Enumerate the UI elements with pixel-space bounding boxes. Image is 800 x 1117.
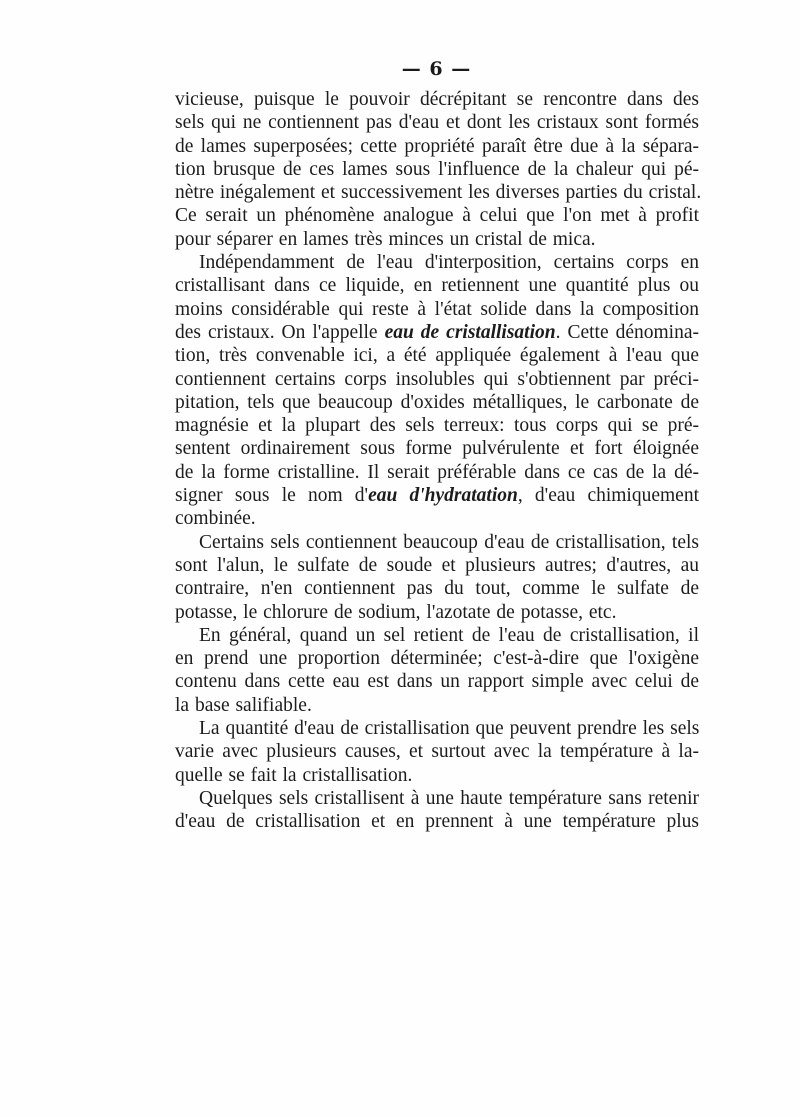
text-line: sont l'alun, le sulfate de soude et plusieurs autres; d'autres, au: [175, 554, 699, 576]
text-line: contraire, n'en contiennent pas du tout, comme le sulfate de: [175, 578, 699, 600]
italic-term: eau de cristallisation: [384, 321, 556, 343]
italic-term: eau d'hydratation: [368, 485, 518, 507]
text-line: Ce serait un phénomène analogue à celui que l'on met à profit: [175, 205, 699, 227]
text-line: Certains sels contiennent beaucoup d'eau de cristallisation, tels: [199, 531, 699, 553]
text-line: En général, quand un sel retient de l'eau de cristallisation, il: [199, 624, 699, 646]
text-line: cristallisant dans ce liquide, en retiennent une quantité plus ou: [175, 275, 699, 297]
text-line: Quelques sels cristallisent à une haute température sans retenir: [199, 787, 699, 809]
text-line: nètre inégalement et successivement les diverses parties du cristal.: [175, 182, 702, 204]
text-line: signer sous le nom d'eau d'hydratation, d'eau chimiquement: [175, 485, 699, 507]
text-line: tion, très convenable ici, a été appliquée également à l'eau que: [175, 345, 699, 367]
page-number: — 6 —: [401, 58, 472, 80]
text-line: varie avec plusieurs causes, et surtout avec la température à la-: [175, 741, 699, 763]
text-line: quelle se fait la cristallisation.: [175, 764, 413, 786]
text-line: d'eau de cristallisation et en prennent à une température plus: [175, 811, 699, 833]
text-line: potasse, le chlorure de sodium, l'azotate de potasse, etc.: [175, 601, 617, 623]
text-line: de la forme cristalline. Il serait préférable dans ce cas de la dé-: [175, 461, 699, 483]
text-line: de lames superposées; cette propriété paraît être due à la sépara-: [175, 135, 699, 157]
text-line: vicieuse, puisque le pouvoir décrépitant se rencontre dans des: [175, 89, 699, 110]
text-line: sentent ordinairement sous forme pulvérulente et fort éloignée: [175, 438, 699, 460]
text-line: magnésie et la plupart des sels terreux: tous corps qui se pré-: [175, 415, 699, 437]
text-line: combinée.: [175, 508, 256, 530]
body-text: [175, 88, 702, 834]
text-line: tion brusque de ces lames sous l'influence de la chaleur qui pé-: [175, 158, 699, 180]
text-line: pitation, tels que beaucoup d'oxides métalliques, le carbonate de: [175, 391, 699, 413]
text-line: moins considérable qui reste à l'état solide dans la composition: [175, 298, 699, 320]
text-line: sels qui ne contiennent pas d'eau et dont les cristaux sont formés: [175, 112, 699, 134]
text-line: contiennent certains corps insolubles qui s'obtiennent par préci-: [175, 368, 699, 390]
text-line: des cristaux. On l'appelle eau de cristallisation. Cette dénomina-: [175, 321, 699, 343]
text-line: la base salifiable.: [175, 694, 312, 716]
text-line: contenu dans cette eau est dans un rapport simple avec celui de: [175, 671, 699, 693]
text-line: pour séparer en lames très minces un cristal de mica.: [175, 228, 596, 250]
text-line: La quantité d'eau de cristallisation que peuvent prendre les sels: [199, 718, 700, 740]
text-line: Indépendamment de l'eau d'interposition, certains corps en: [199, 252, 699, 274]
text-line: en prend une proportion déterminée; c'est-à-dire que l'oxigène: [175, 648, 699, 670]
